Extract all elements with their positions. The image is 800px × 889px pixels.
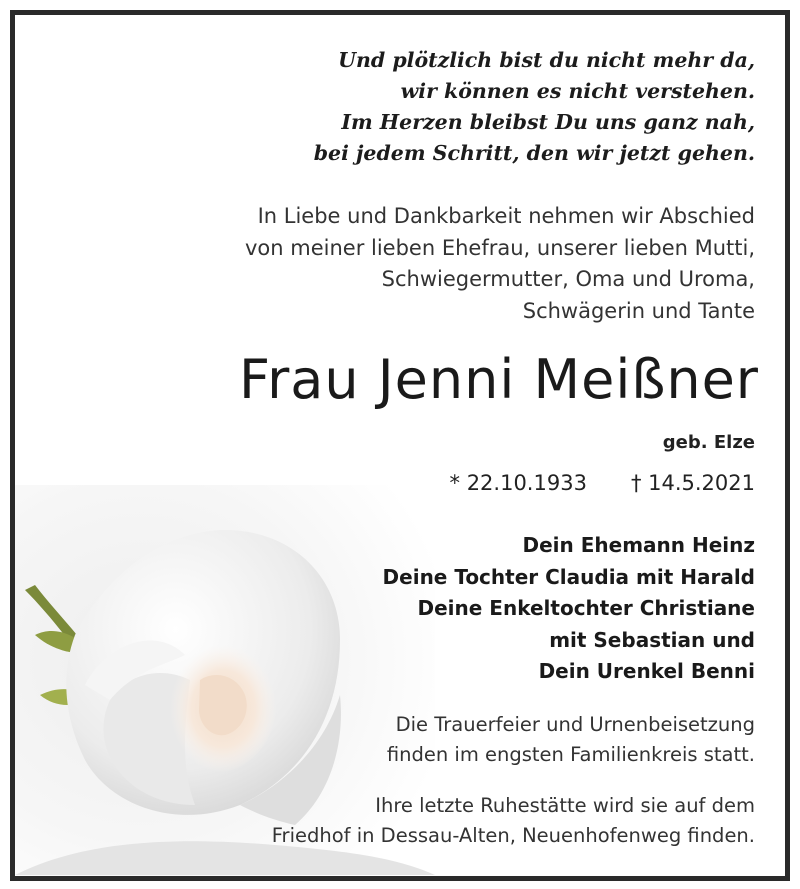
poem-line: Und plötzlich bist du nicht mehr da,: [338, 48, 755, 72]
funeral-info-line: finden im engsten Familienkreis statt.: [386, 743, 755, 766]
deceased-name: Frau Jenni Meißner: [238, 348, 759, 411]
funeral-info-line: Die Trauerfeier und Urnenbeisetzung: [395, 713, 755, 736]
grave-info-line: Ihre letzte Ruhestätte wird sie auf dem: [375, 794, 755, 817]
mourner-line: mit Sebastian und: [549, 627, 755, 652]
intro-line: Schwiegermutter, Oma und Uroma,: [381, 267, 755, 291]
birth-date: * 22.10.1933: [449, 471, 587, 495]
intro-line: von meiner lieben Ehefrau, unserer lieben Mutti,: [245, 235, 755, 260]
poem-line: bei jedem Schritt, den wir jetzt gehen.: [313, 141, 755, 165]
intro-line: Schwägerin und Tante: [522, 298, 755, 323]
farewell-intro: [245, 201, 755, 327]
mourner-line: Deine Enkeltochter Christiane: [417, 596, 755, 621]
death-date: † 14.5.2021: [630, 471, 755, 495]
intro-line: In Liebe und Dankbarkeit nehmen wir Abschied: [257, 204, 755, 228]
poem-line: Im Herzen bleibst Du uns ganz nah,: [341, 110, 755, 134]
life-dates: [450, 471, 755, 495]
grave-info-line: Friedhof in Dessau-Alten, Neuenhofenweg finden.: [271, 824, 755, 847]
funeral-info: [387, 710, 755, 770]
grave-info: [272, 791, 755, 851]
mourners-list: [383, 530, 755, 688]
obituary-notice: [10, 10, 790, 881]
mourner-line: Dein Urenkel Benni: [538, 659, 755, 684]
birth-name: geb. Elze: [662, 432, 755, 453]
mourner-line: Deine Tochter Claudia mit Harald: [382, 564, 755, 589]
mourner-line: Dein Ehemann Heinz: [522, 533, 755, 557]
poem: [314, 45, 755, 169]
poem-line: wir können es nicht verstehen.: [400, 79, 755, 103]
